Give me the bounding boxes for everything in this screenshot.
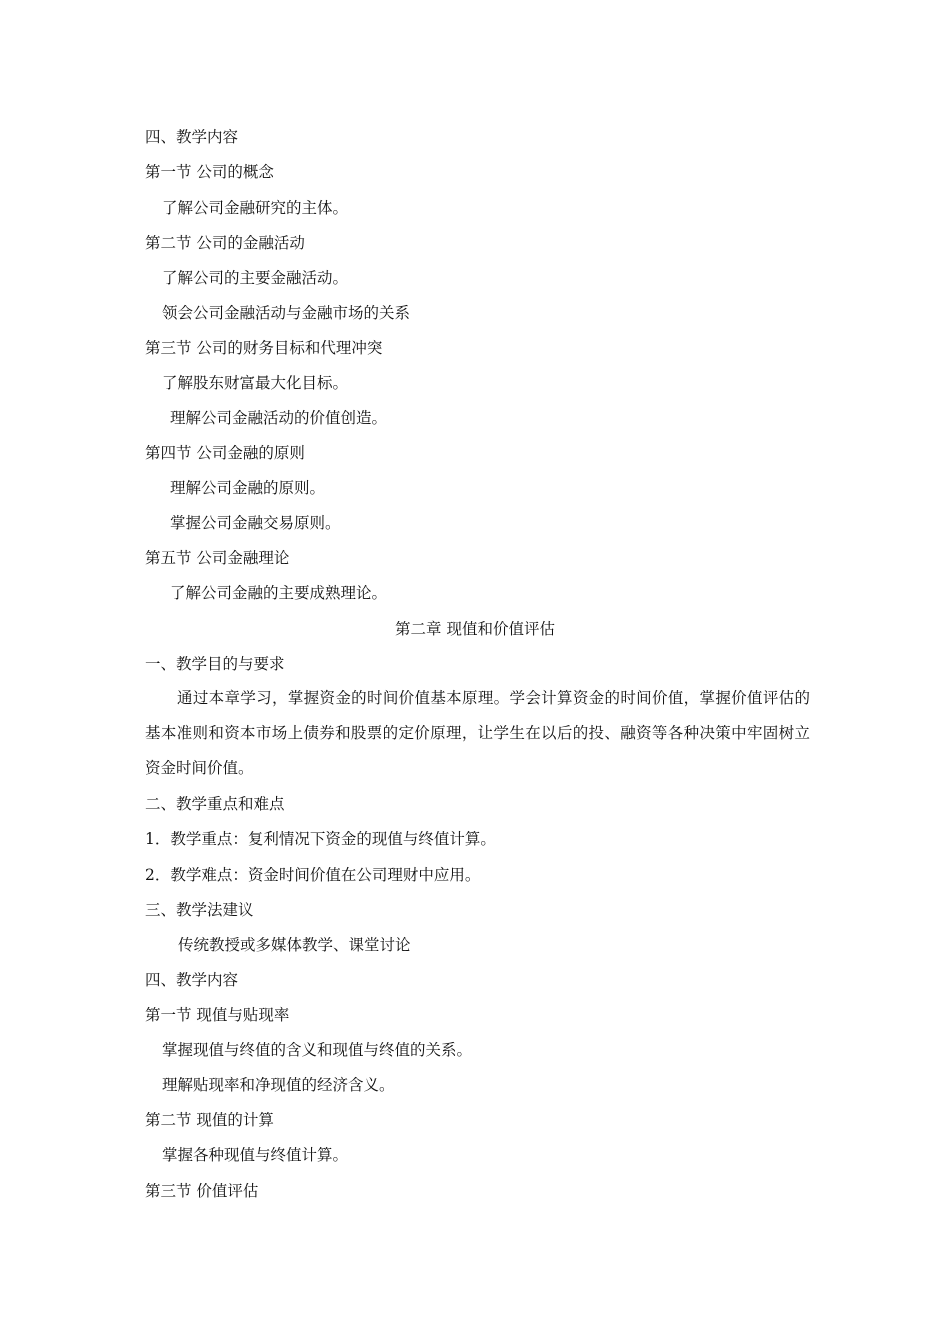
list-item-key-point: 1．教学重点：复利情况下资金的现值与终值计算。 [145,830,496,848]
section-heading-method: 三、教学法建议 [145,901,254,919]
subsection-heading-1-1: 第一节 公司的概念 [145,163,274,181]
list-item-difficulty: 2．教学难点：资金时间价值在公司理财中应用。 [145,866,481,884]
subsection-heading-2-1: 第一节 现值与贴现率 [145,1006,290,1024]
body-text: 领会公司金融活动与金融市场的关系 [162,304,411,322]
subsection-heading-2-3: 第三节 价值评估 [145,1182,259,1200]
section-heading-objectives: 一、教学目的与要求 [145,655,285,673]
body-text: 理解公司金融的原则。 [170,479,326,497]
subsection-heading-1-3: 第三节 公司的财务目标和代理冲突 [145,339,383,357]
body-text: 了解公司金融研究的主体。 [162,199,349,217]
body-text: 掌握各种现值与终值计算。 [162,1146,349,1164]
body-text: 了解公司金融的主要成熟理论。 [170,584,388,602]
body-text: 传统教授或多媒体教学、课堂讨论 [178,936,411,954]
subsection-heading-2-2: 第二节 现值的计算 [145,1111,274,1129]
body-text: 掌握公司金融交易原则。 [170,514,341,532]
body-text: 了解公司的主要金融活动。 [162,269,349,287]
section-heading-teaching-content-2: 四、教学内容 [145,971,239,989]
body-text: 了解股东财富最大化目标。 [162,374,349,392]
body-text: 理解贴现率和净现值的经济含义。 [162,1076,395,1094]
subsection-heading-1-4: 第四节 公司金融的原则 [145,444,305,462]
subsection-heading-1-2: 第二节 公司的金融活动 [145,234,305,252]
body-text: 掌握现值与终值的含义和现值与终值的关系。 [162,1041,473,1059]
section-heading-teaching-content: 四、教学内容 [145,128,239,146]
subsection-heading-1-5: 第五节 公司金融理论 [145,549,290,567]
chapter-title: 第二章 现值和价值评估 [395,620,555,638]
body-text: 理解公司金融活动的价值创造。 [170,409,388,427]
section-heading-key-points: 二、教学重点和难点 [145,795,285,813]
paragraph-objectives: 通过本章学习，掌握资金的时间价值基本原理。学会计算资金的时间价值，掌握价值评估的基本准则和资本市场上债券和股票的定价原理，让学生在以后的投、融资等各种决策中牢固树立资金时间价值。 [145,689,810,777]
